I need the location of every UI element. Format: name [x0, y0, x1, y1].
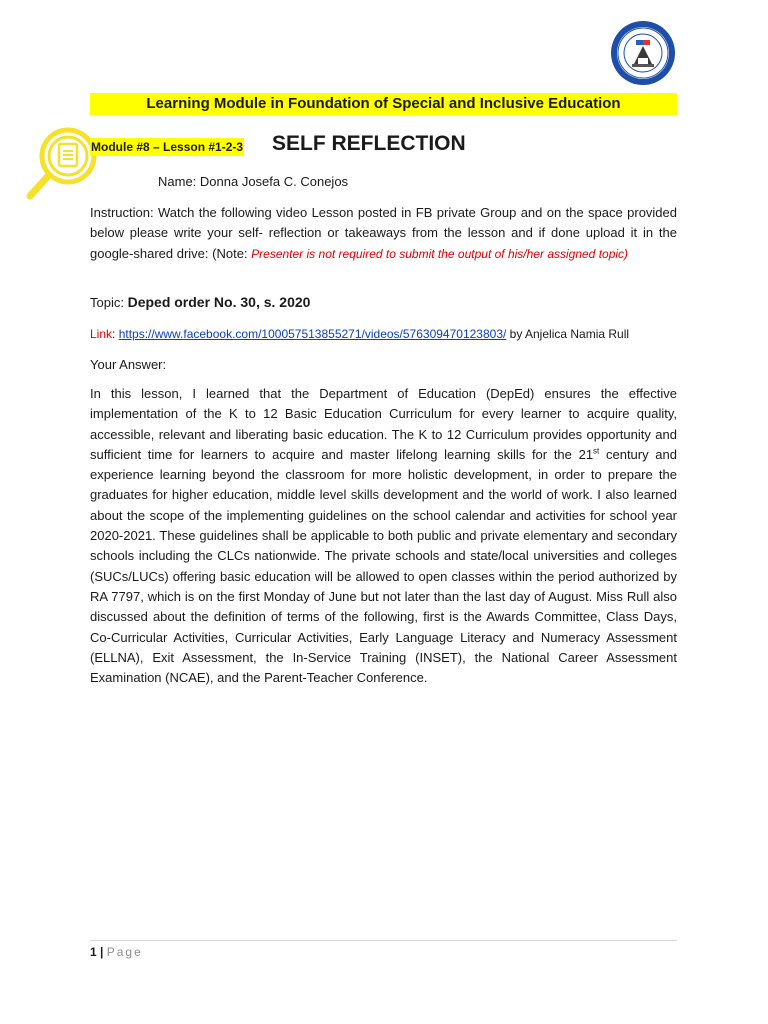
footer-divider: [90, 940, 677, 941]
link-line: [90, 324, 629, 344]
page-word: Page: [106, 945, 143, 959]
student-name: Name: Donna Josefa C. Conejos: [158, 174, 349, 189]
page-number: 1: [90, 945, 97, 959]
answer-label: Your Answer:: [90, 357, 167, 372]
topic-value: Deped order No. 30, s. 2020: [127, 294, 311, 310]
link-label: Link: [90, 327, 113, 341]
video-link[interactable]: https://www.facebook.com/100057513855271/videos/576309470123803/: [118, 327, 507, 341]
module-lesson-label: Module #8 – Lesson #1-2-3: [91, 140, 244, 154]
module-title: Learning Module in Foundation of Special and Inclusive Education: [90, 93, 677, 115]
instruction-text: Instruction: Watch the following video Lesson posted in FB private Group and on the space provided below please write your self- reflection or takeaways from the lesson and if done upload it in the google-shared drive: (Note:: [90, 205, 677, 261]
footer-separator: |: [96, 945, 107, 959]
answer-text-part2: century and experience learning beyond the classroom for more holistic development, in order to prepare the graduates for higher education, middle level skills development and the world of work. I also learned about the scope of the implementing guidelines on the school calendar and activities for school year 2020-2021. These guidelines shall be applicable to both public and private elementary and secondary schools including the CLCs nationwide. The private schools and state/local universities and colleges (SUCs/LUCs) offering basic education will be allowed to open classes within the period authorized by RA 7797, which is on the first Monday of June but not later than the last day of August. Miss Rull also discussed about the definition of terms of the following, first is the Awards Committee, Class Days, Co-Curricular Activities, Curricular Activities, Early Language Literacy and Numeracy Assessment (ELLNA), Exit Assessment, the In-Service Training (INSET), the National Career Assessment Examination (NCAE), and the Parent-Teacher Conference.: [90, 446, 677, 686]
magnifier-document-icon: [22, 124, 104, 206]
instruction-paragraph: [90, 203, 677, 264]
answer-superscript: st: [593, 446, 600, 456]
instruction-note: Presenter is not required to submit the output of his/her assigned topic): [251, 246, 629, 261]
answer-text-part1: In this lesson, I learned that the Department of Education (DepEd) ensures the effective implementation of the K to 12 Basic Education Curriculum for every learner to acquire quality, accessible, relevant and liberating basic education. The K to 12 Curriculum provides opportunity and sufficient time for learners to acquire and master lifelong learning skills for the 21: [90, 386, 677, 462]
link-colon: :: [112, 327, 119, 341]
school-seal-icon: [610, 20, 676, 86]
link-byline: by Anjelica Namia Rull: [506, 327, 630, 341]
answer-paragraph: [90, 384, 677, 688]
topic-line: [90, 292, 310, 313]
topic-label: Topic:: [90, 295, 128, 310]
page-footer: [90, 944, 143, 960]
page-heading: SELF REFLECTION: [272, 132, 466, 155]
